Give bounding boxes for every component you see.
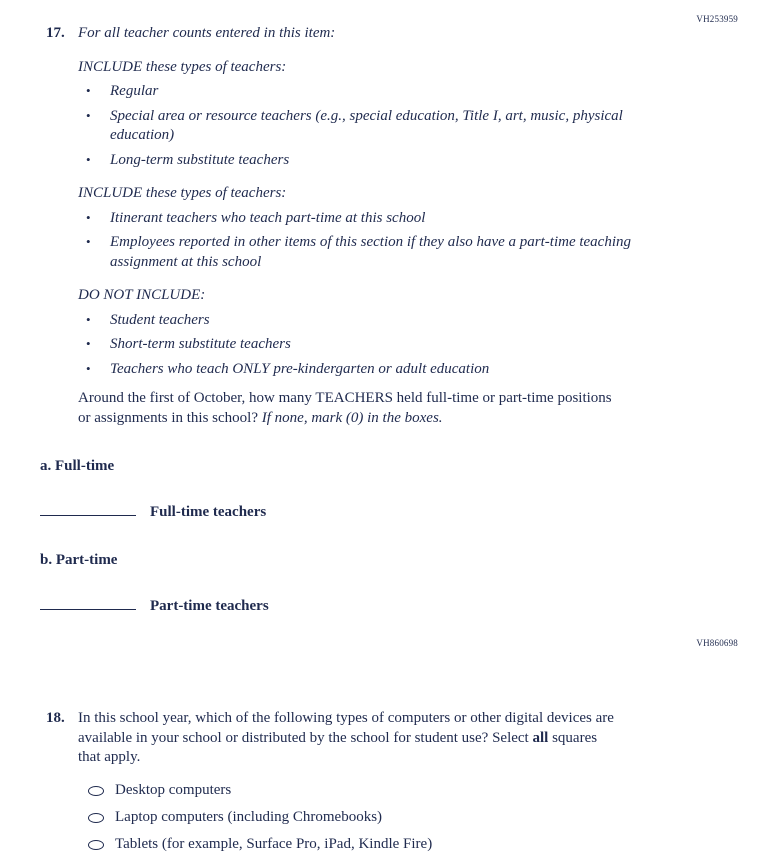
list-item (78, 360, 655, 380)
list-item (78, 151, 655, 171)
list-item (78, 335, 655, 355)
part-b-label: b. Part-time (40, 552, 118, 568)
list-item-text: Short-term substitute teachers (110, 336, 291, 352)
question-17-prompt-main: Around the first of October, how many TEACHERS held full-time or part-time positions or assignments in this school? (78, 390, 612, 426)
question-18-prompt (78, 709, 623, 768)
question-18-options (78, 783, 623, 854)
answer-oval-icon[interactable] (88, 813, 104, 823)
part-time-teachers-label: Part-time teachers (150, 597, 269, 614)
question-17 (0, 24, 768, 428)
bullet-icon: • (86, 209, 91, 225)
bullet-icon: • (86, 83, 91, 98)
list-item (78, 209, 655, 229)
list-item-text: Student teachers (110, 311, 210, 328)
full-time-teachers-label: Full-time teachers (150, 503, 267, 520)
list-item (78, 311, 655, 331)
full-time-answer-row (0, 499, 768, 523)
question-17-prompt-note: If none, mark (0) in the boxes. (261, 409, 443, 426)
option-desktop-computers (78, 783, 623, 800)
include-section-1-heading: INCLUDE these types of teachers: (78, 58, 287, 75)
bullet-icon: • (86, 107, 91, 123)
bullet-icon: • (86, 336, 91, 351)
list-item-text: Regular (110, 83, 159, 99)
include-section-2-heading: INCLUDE these types of teachers: (78, 185, 287, 201)
option-label: Tablets (for example, Surface Pro, iPad, Kindle Fire) (115, 836, 433, 853)
part-time-teachers-input[interactable] (40, 593, 136, 610)
question-18 (0, 709, 768, 854)
bullet-icon: • (86, 151, 91, 167)
question-18-number: 18. (46, 710, 65, 726)
option-label: Desktop computers (115, 782, 232, 799)
list-item-text: Long-term substitute teachers (110, 151, 290, 168)
bullet-icon: • (86, 360, 91, 376)
question-17-body (78, 24, 655, 428)
question-17-code: VH253959 (696, 14, 738, 24)
question-18-prompt-part2: squares that apply. (78, 729, 598, 765)
option-tablets (78, 837, 623, 854)
answer-oval-icon[interactable] (88, 786, 104, 796)
question-17-number: 17. (46, 25, 65, 41)
list-item (78, 233, 655, 272)
list-item-text: Employees reported in other items of this section if they also have a part-time teaching assignment at this school (110, 234, 632, 270)
do-not-include-heading: DO NOT INCLUDE: (78, 287, 206, 303)
question-17-intro: For all teacher counts entered in this item: (78, 25, 336, 41)
list-item-text: Special area or resource teachers (e.g., special education, Title I, art, music, physical education) (110, 107, 623, 143)
question-18-code: VH860698 (696, 638, 738, 648)
option-laptop-computers (78, 810, 623, 827)
bullet-icon: • (86, 234, 91, 249)
list-item (78, 82, 655, 102)
answer-oval-icon[interactable] (88, 840, 104, 850)
list-item-text: Teachers who teach ONLY pre-kindergarten or adult education (110, 360, 490, 377)
part-a-label: a. Full-time (40, 458, 115, 474)
question-18-body (78, 709, 623, 854)
question-18-prompt-part1: In this school year, which of the following types of computers or other digital devices are available in your school or distributed by the school for student use? Select (78, 710, 614, 746)
option-label: Laptop computers (including Chromebooks) (115, 809, 383, 826)
list-item-text: Itinerant teachers who teach part-time at this school (110, 209, 426, 226)
question-17-prompt (78, 389, 626, 428)
list-item (78, 107, 655, 146)
question-18-prompt-bold: all (532, 729, 549, 746)
full-time-teachers-input[interactable] (40, 499, 136, 516)
bullet-icon: • (86, 311, 91, 327)
part-time-answer-row (0, 593, 768, 617)
